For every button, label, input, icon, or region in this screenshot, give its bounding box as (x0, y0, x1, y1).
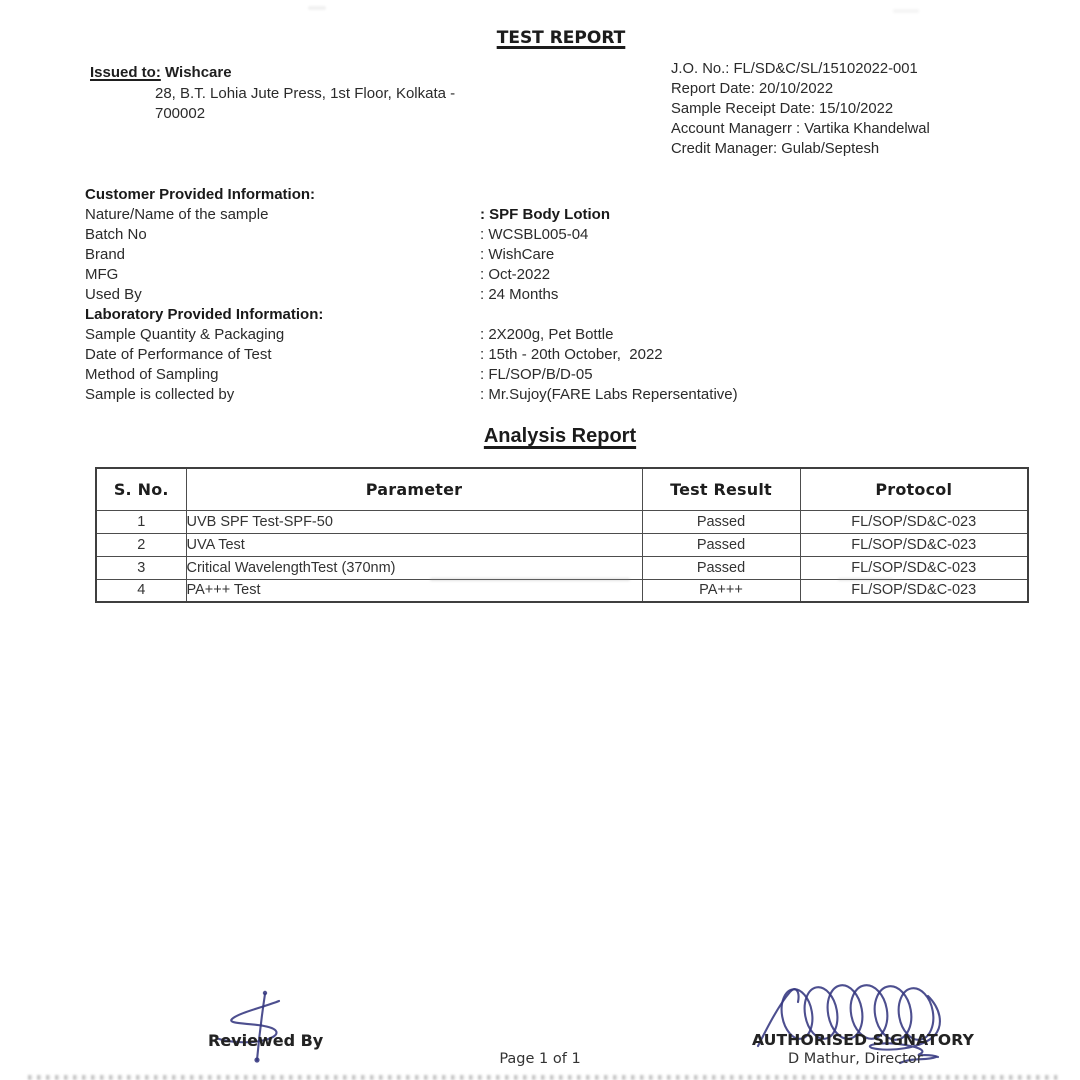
info-row-sampling-method (85, 365, 905, 385)
page-title (42, 28, 1080, 48)
signatory-name: D Mathur, Director (788, 1051, 923, 1067)
issued-to-address (155, 84, 455, 124)
page-title-text: TEST REPORT (496, 28, 626, 48)
issued-to-line (90, 64, 455, 81)
info-row-mfg (85, 265, 905, 285)
info-value: : WCSBL005-04 (480, 226, 589, 243)
info-value: : FL/SOP/B/D-05 (480, 366, 593, 383)
info-row-used-by (85, 285, 905, 305)
account-manager: Account Managerr : Vartika Khandelwal (671, 121, 930, 137)
analysis-report-title (40, 425, 1080, 448)
info-value: : WishCare (480, 246, 555, 263)
scan-smudge (308, 6, 326, 10)
issued-to-block (90, 64, 455, 124)
cell-parameter: PA+++ Test (186, 579, 642, 602)
authorised-signatory-label: AUTHORISED SIGNATORY (752, 1031, 975, 1049)
customer-info-heading: Customer Provided Information: (85, 186, 316, 203)
column-header-test-result: Test Result (642, 468, 800, 510)
info-label: Used By (85, 286, 142, 303)
report-meta-block (671, 59, 930, 159)
cell-sno: 3 (96, 556, 186, 579)
info-label: Date of Performance of Test (85, 346, 272, 363)
cell-sno: 1 (96, 510, 186, 533)
cell-test-result: Passed (642, 556, 800, 579)
info-label: Batch No (85, 226, 147, 243)
info-label: Sample is collected by (85, 386, 235, 403)
page-indicator: Page 1 of 1 (499, 1051, 581, 1067)
cell-sno: 4 (96, 579, 186, 602)
credit-manager: Credit Manager: Gulab/Septesh (671, 141, 880, 157)
info-value: : Oct-2022 (480, 266, 551, 283)
scan-smudge (838, 578, 893, 581)
cell-test-result: Passed (642, 510, 800, 533)
info-row-batch-no (85, 225, 905, 245)
info-label: Nature/Name of the sample (85, 206, 269, 223)
cell-protocol: FL/SOP/SD&C-023 (800, 510, 1028, 533)
jo-number: J.O. No.: FL/SD&C/SL/15102022-001 (671, 61, 918, 77)
cell-test-result: PA+++ (642, 579, 800, 602)
analysis-report-title-text: Analysis Report (483, 425, 637, 447)
info-row-brand (85, 245, 905, 265)
cell-protocol: FL/SOP/SD&C-023 (800, 579, 1028, 602)
reviewed-by-signature-icon (219, 991, 279, 1063)
scan-smudge (893, 9, 919, 13)
sample-receipt-date: Sample Receipt Date: 15/10/2022 (671, 101, 894, 117)
table-header-row (96, 468, 1028, 510)
scan-artifact-cutoff-text (28, 1075, 1058, 1080)
info-label: Sample Quantity & Packaging (85, 326, 285, 343)
info-row-collected-by (85, 385, 905, 405)
info-value: : SPF Body Lotion (480, 206, 610, 223)
cell-protocol: FL/SOP/SD&C-023 (800, 533, 1028, 556)
cell-test-result: Passed (642, 533, 800, 556)
info-row-sample-name (85, 205, 905, 225)
column-header-protocol: Protocol (800, 468, 1028, 510)
info-label: Brand (85, 246, 126, 263)
info-value: : 24 Months (480, 286, 559, 303)
address-line-2: 700002 (155, 105, 206, 122)
info-value: : Mr.Sujoy(FARE Labs Repersentative) (480, 386, 738, 403)
info-section (85, 185, 905, 405)
cell-parameter: Critical WavelengthTest (370nm) (186, 556, 642, 579)
table-row (96, 579, 1028, 602)
table-row (96, 510, 1028, 533)
reviewed-by-label: Reviewed By (208, 1031, 324, 1050)
cell-sno: 2 (96, 533, 186, 556)
cell-parameter: UVB SPF Test-SPF-50 (186, 510, 642, 533)
column-header-parameter: Parameter (186, 468, 642, 510)
cell-protocol: FL/SOP/SD&C-023 (800, 556, 1028, 579)
info-label: Method of Sampling (85, 366, 219, 383)
address-line-1: 28, B.T. Lohia Jute Press, 1st Floor, Kolkata - (155, 85, 456, 102)
table-row (96, 533, 1028, 556)
info-value: : 2X200g, Pet Bottle (480, 326, 614, 343)
info-value: : 15th - 20th October, 2022 (480, 346, 663, 363)
analysis-table (95, 467, 1029, 603)
issued-to-label: Issued to: (90, 64, 161, 81)
column-header-sno: S. No. (96, 468, 186, 510)
info-row-quantity (85, 325, 905, 345)
issued-to-name: Wishcare (165, 64, 232, 81)
scan-smudge (430, 578, 630, 581)
cell-parameter: UVA Test (186, 533, 642, 556)
info-label: MFG (85, 266, 119, 283)
lab-info-heading: Laboratory Provided Information: (85, 306, 324, 323)
report-date: Report Date: 20/10/2022 (671, 81, 834, 97)
table-row (96, 556, 1028, 579)
info-row-test-date (85, 345, 905, 365)
